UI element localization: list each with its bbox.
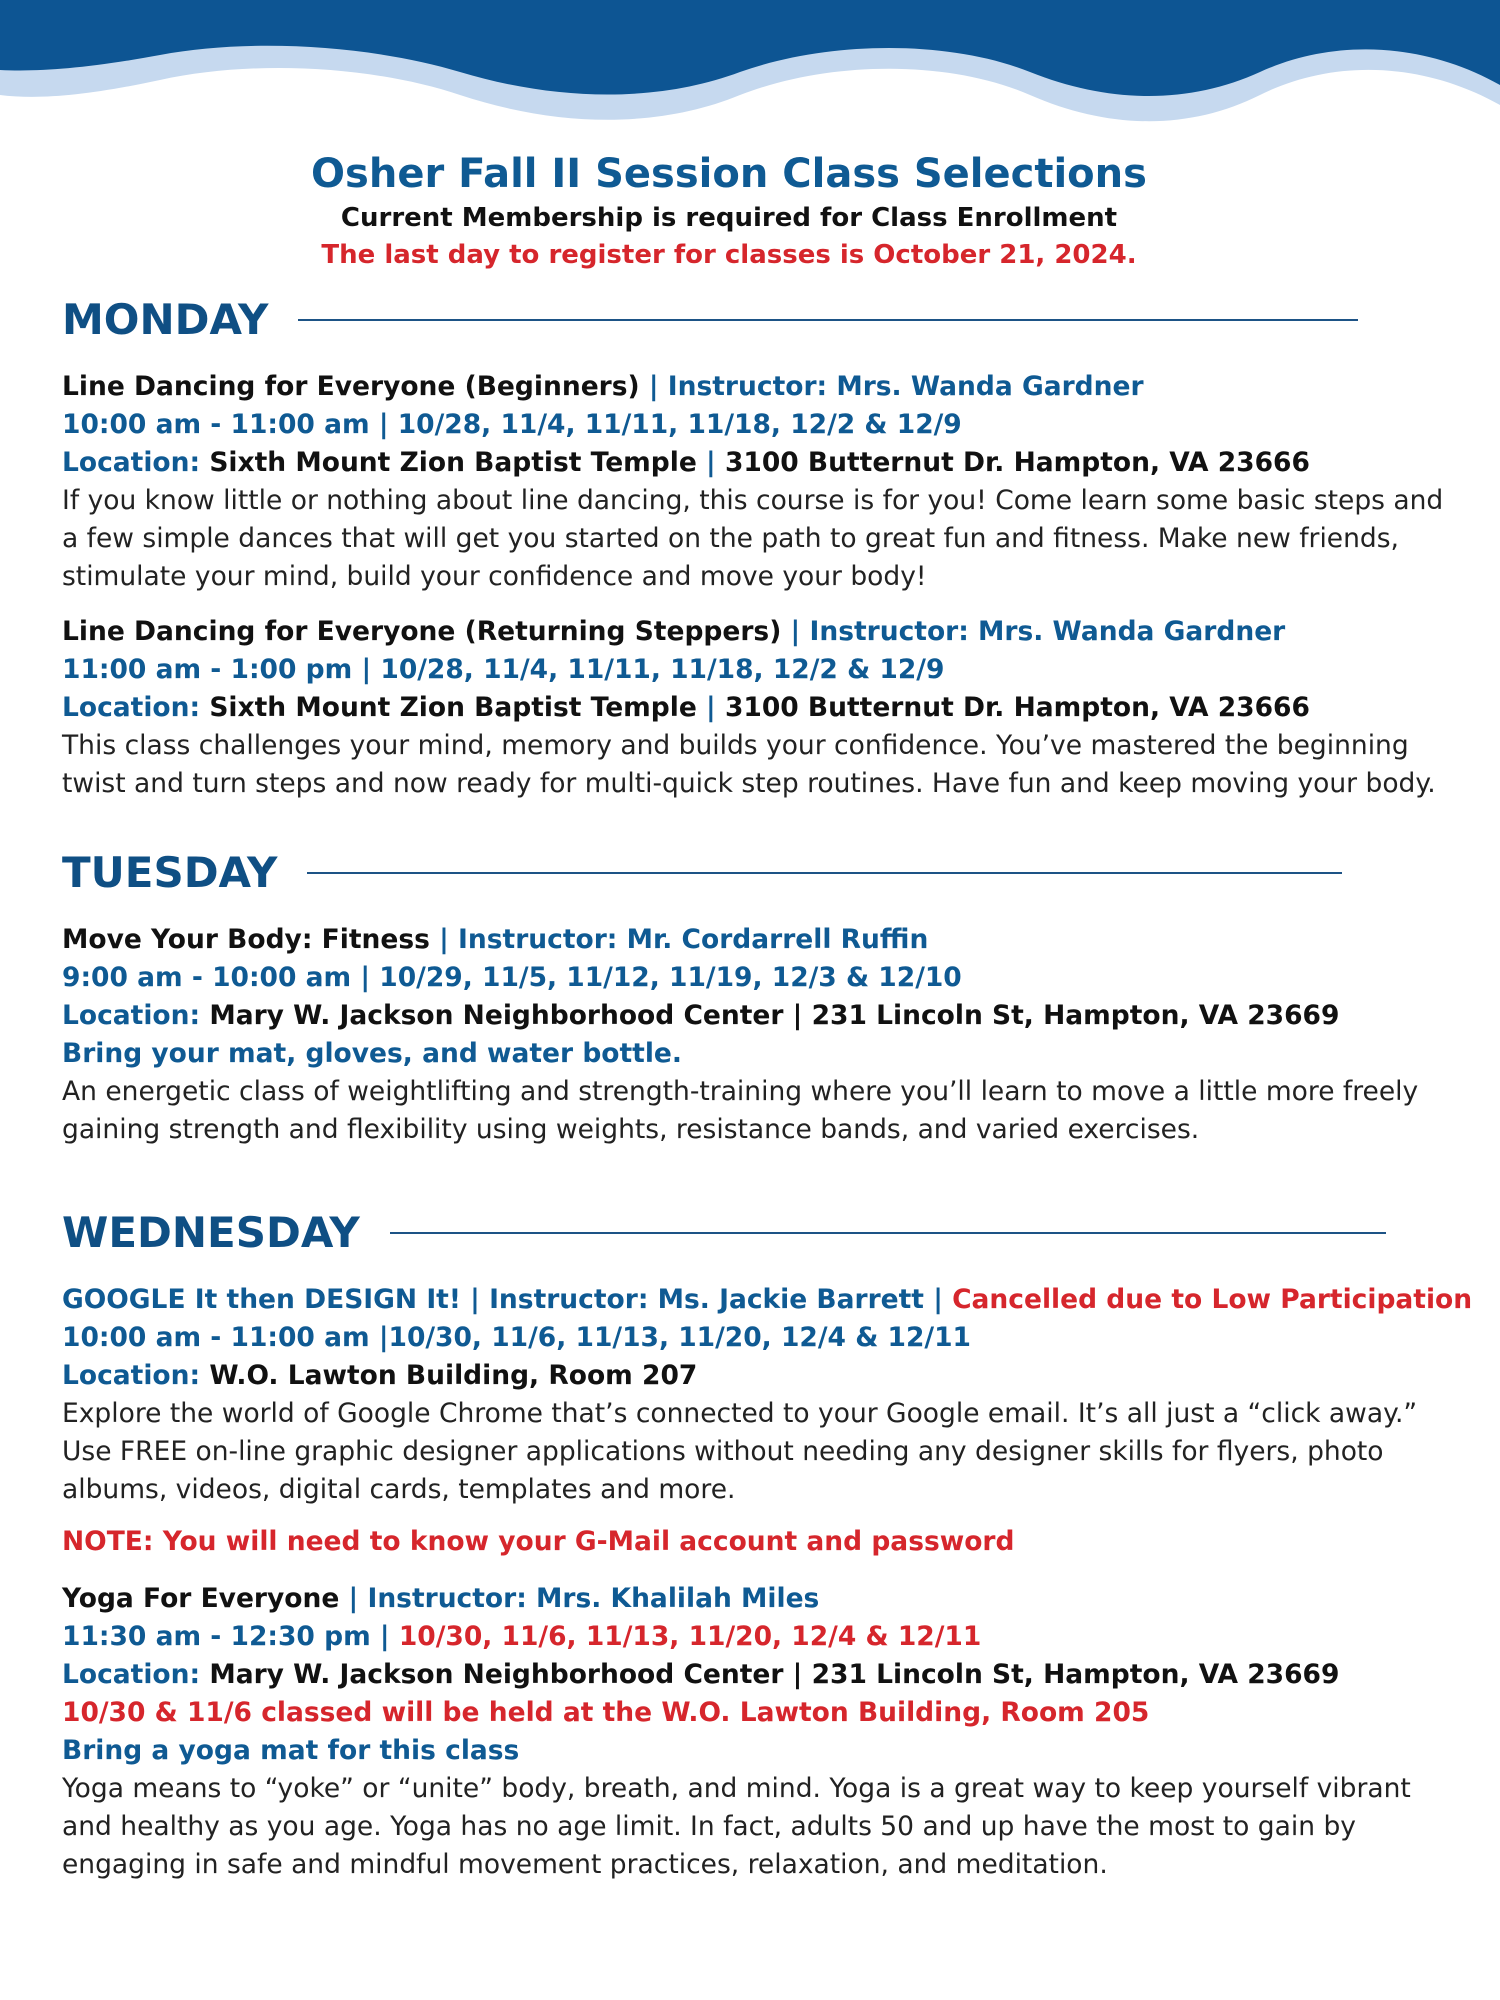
class-name: Line Dancing for Everyone (Returning Steppers) (62, 616, 782, 647)
class-schedule: 9:00 am - 10:00 am | 10/29, 11/5, 11/12, 11/19, 12/3 & 12/10 (62, 962, 962, 993)
divider-line (390, 1232, 1386, 1234)
membership-requirement: Current Membership is required for Class Enrollment (340, 203, 1118, 233)
day-heading-monday (62, 292, 1358, 348)
location-label: Location: (62, 692, 210, 723)
separator: | (429, 924, 459, 955)
registration-deadline: The last day to register for classes is October 21, 2024. (321, 240, 1137, 270)
class-address: 3100 Butternut Dr. Hampton, VA 23666 (724, 692, 1310, 723)
class-line-dancing-beginners (62, 368, 1452, 596)
class-schedule: 10:00 am - 11:00 am | 10/28, 11/4, 11/11, 11/18, 12/2 & 12/9 (62, 409, 962, 440)
separator: | (696, 447, 725, 478)
day-title: TUESDAY (62, 848, 278, 897)
class-bring-items: Bring your mat, gloves, and water bottle. (62, 1038, 682, 1069)
class-description: If you know little or nothing about line dancing, this course is for you! Come learn some basic steps and a few simple dances that will get you started on the path to great fun and fitness. Make new friends, stimulate your mind, build your confidence and move your body! (62, 485, 1444, 592)
class-move-your-body (62, 921, 1452, 1149)
class-instructor: Instructor: Mr. Cordarrell Ruffin (458, 924, 929, 955)
class-instructor: Instructor: Mrs. Wanda Gardner (667, 371, 1144, 402)
class-description: Yoga means to “yoke” or “unite” body, breath, and mind. Yoga is a great way to keep yourself vibrant and healthy as you age. Yoga has no age limit. In fact, adults 50 and up have the most to gain by engaging in safe and mindful movement practices, relaxation, and meditation. (62, 1773, 1411, 1880)
separator: | (639, 371, 668, 402)
class-address: 3100 Butternut Dr. Hampton, VA 23666 (724, 447, 1310, 478)
gmail-note: NOTE: You will need to know your G-Mail account and password (62, 1526, 1015, 1557)
class-location: Mary W. Jackson Neighborhood Center | 231 Lincoln St, Hampton, VA 23669 (209, 1659, 1340, 1690)
class-name: Yoga For Everyone (62, 1583, 340, 1614)
class-location: Mary W. Jackson Neighborhood Center | 231 Lincoln St, Hampton, VA 23669 (209, 1000, 1340, 1031)
location-label: Location: (62, 1659, 210, 1690)
day-title: MONDAY (62, 295, 269, 344)
location-label: Location: (62, 1000, 210, 1031)
class-google-design (62, 1281, 1473, 1561)
class-description: An energetic class of weightlifting and strength-training where you’ll learn to move a little more freely gaining strength and flexibility using weights, resistance bands, and varied exercises. (62, 1076, 1419, 1145)
class-yoga (62, 1580, 1452, 1884)
divider-line (307, 872, 1342, 874)
day-heading-wednesday (62, 1205, 1386, 1261)
class-title-line: GOOGLE It then DESIGN It! | Instructor: Ms. Jackie Barrett | (62, 1284, 953, 1315)
class-instructor: Instructor: Mrs. Wanda Gardner (809, 616, 1286, 647)
class-description: Explore the world of Google Chrome that’s connected to your Google email. It’s all just a “click away.” Use FREE on-line graphic designer applications without needing any designer skills for flyers, photo albums, videos, digital cards, templates and more. (62, 1398, 1418, 1505)
class-bring-items: Bring a yoga mat for this class (62, 1735, 520, 1766)
class-location: W.O. Lawton Building, Room 207 (209, 1360, 698, 1391)
class-venue: Sixth Mount Zion Baptist Temple (209, 692, 697, 723)
header-wave-banner (0, 0, 1500, 140)
divider-line (298, 319, 1358, 321)
class-dates: 10/30, 11/6, 11/13, 11/20, 12/4 & 12/11 (398, 1621, 982, 1652)
class-schedule: 10:00 am - 11:00 am |10/30, 11/6, 11/13, 11/20, 12/4 & 12/11 (62, 1322, 971, 1353)
location-label: Location: (62, 447, 210, 478)
day-heading-tuesday (62, 845, 1342, 901)
class-name: Line Dancing for Everyone (Beginners) (62, 371, 640, 402)
class-instructor: Instructor: Mrs. Khalilah Miles (367, 1583, 820, 1614)
separator: | (781, 616, 810, 647)
class-description: This class challenges your mind, memory and builds your confidence. You’ve mastered the beginning twist and turn steps and now ready for multi-quick step routines. Have fun and keep moving your body. (62, 730, 1436, 799)
venue-change-note: 10/30 & 11/6 classed will be held at the W.O. Lawton Building, Room 205 (62, 1697, 1150, 1728)
class-time: 11:30 am - 12:30 pm | (62, 1621, 399, 1652)
class-venue: Sixth Mount Zion Baptist Temple (209, 447, 697, 478)
class-schedule: 11:00 am - 1:00 pm | 10/28, 11/4, 11/11, 11/18, 12/2 & 12/9 (62, 654, 945, 685)
class-line-dancing-returning (62, 613, 1452, 803)
separator: | (696, 692, 725, 723)
separator: | (339, 1583, 368, 1614)
document-header (62, 148, 1396, 274)
cancelled-status: Cancelled due to Low Participation (952, 1284, 1473, 1315)
location-label: Location: (62, 1360, 210, 1391)
class-name: Move Your Body: Fitness (62, 924, 430, 955)
day-title: WEDNESDAY (62, 1208, 360, 1257)
page-title: Osher Fall II Session Class Selections (311, 151, 1147, 197)
